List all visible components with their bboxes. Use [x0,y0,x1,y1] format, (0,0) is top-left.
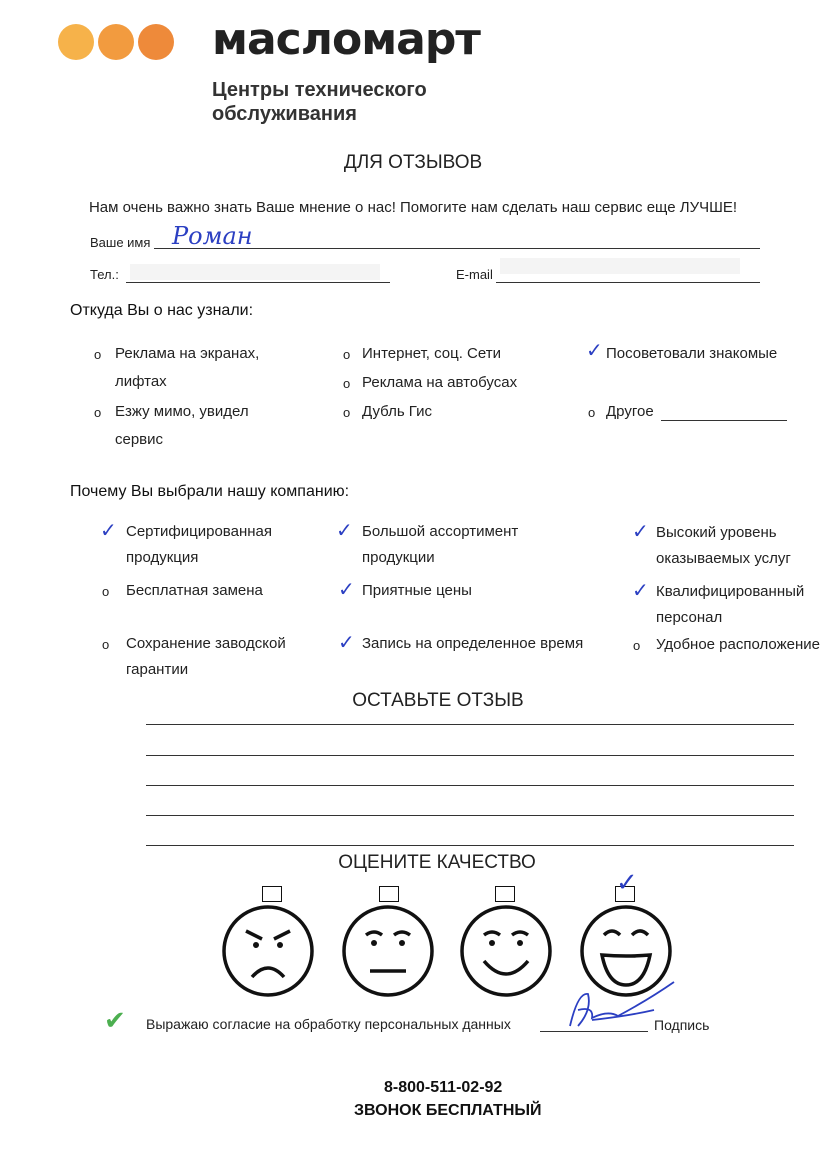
source-check-recommended[interactable]: ✓ [586,338,603,362]
angry-face-icon [224,907,312,995]
feedback-line-2[interactable] [146,755,794,756]
neutral-face-icon [344,907,432,995]
logo-dot-1 [58,24,94,60]
intro-text: Нам очень важно знать Ваше мнение о нас! Помогите нам сделать наш сервис еще ЛУЧШЕ! [88,199,738,216]
reason-radio-free-replacement[interactable]: o [102,584,110,599]
rating-checkbox-angry[interactable] [262,886,282,902]
source-radio-ads-screens[interactable]: o [94,347,102,362]
reason-check-prices[interactable]: ✓ [338,577,355,601]
reason-option-free-replacement: Бесплатная замена [126,582,263,599]
source-option-drive-by: Езжу мимо, увидел сервис [115,403,249,448]
rating-check-laugh: ✓ [616,868,638,898]
reasons-question: Почему Вы выбрали нашу компанию: [70,483,350,500]
reason-check-certified[interactable]: ✓ [100,518,117,542]
feedback-line-5[interactable] [146,845,794,846]
source-radio-internet[interactable]: o [343,347,351,362]
consent-text: Выражаю согласие на обработку персональных данных [146,1016,511,1032]
reason-radio-location[interactable]: o [633,638,641,653]
feedback-line-4[interactable] [146,815,794,816]
brand-subtitle: Центры технического обслуживания [212,79,427,125]
reason-check-appointment[interactable]: ✓ [338,630,355,654]
name-label: Ваше имя [90,235,151,250]
logo-dot-3 [138,24,174,60]
feedback-line-1[interactable] [146,724,794,725]
source-option-other: Другое [606,403,654,420]
reason-option-warranty: Сохранение заводской гарантии [126,635,286,678]
other-field[interactable] [661,420,787,421]
name-field[interactable]: Роман [172,222,253,250]
source-option-ads-screens: Реклама на экранах, лифтах [115,345,260,390]
phone-redacted [130,264,380,280]
brand-logo-text: масломарт [212,14,480,65]
reason-option-prices: Приятные цены [362,582,472,599]
reason-option-appointment: Запись на определенное время [362,635,584,652]
reason-check-service-level[interactable]: ✓ [632,519,649,543]
email-field[interactable] [496,282,760,283]
rating-checkbox-neutral[interactable] [379,886,399,902]
signature-label: Подпись [654,1017,710,1033]
footer-free-call: ЗВОНОК БЕСПЛАТНЫЙ [354,1102,542,1119]
reason-radio-warranty[interactable]: o [102,637,110,652]
source-radio-other[interactable]: o [588,405,596,420]
source-radio-2gis[interactable]: o [343,405,351,420]
page-title: ДЛЯ ОТЗЫВОВ [343,152,483,173]
phone-field[interactable] [126,282,390,283]
reason-check-assortment[interactable]: ✓ [336,518,353,542]
footer-phone: 8-800-511-02-92 [384,1079,503,1096]
reason-option-service-level: Высокий уровень оказываемых услуг [656,524,791,567]
source-radio-bus-ads[interactable]: o [343,376,351,391]
rating-title: ОЦЕНИТЕ КАЧЕСТВО [338,852,536,873]
reason-check-staff[interactable]: ✓ [632,578,649,602]
email-label: E-mail [456,267,493,282]
source-option-2gis: Дубль Гис [362,403,432,420]
source-option-recommended: Посоветовали знакомые [606,345,778,362]
smile-face-icon [462,907,550,995]
rating-checkbox-smile[interactable] [495,886,515,902]
logo-dot-2 [98,24,134,60]
feedback-title: ОСТАВЬТЕ ОТЗЫВ [352,690,524,711]
source-option-internet: Интернет, соц. Сети [362,345,501,362]
reason-option-assortment: Большой ассортимент продукции [362,523,519,566]
phone-label: Тел.: [90,267,119,282]
reason-option-staff: Квалифицированный персонал [656,583,805,626]
source-question: Откуда Вы о нас узнали: [70,302,254,319]
source-radio-drive-by[interactable]: o [94,405,102,420]
consent-check-icon[interactable]: ✔ [104,1006,126,1036]
reason-option-location: Удобное расположение [656,636,820,653]
feedback-line-3[interactable] [146,785,794,786]
email-redacted [500,258,740,274]
reason-option-certified: Сертифицированная продукция [126,523,272,566]
source-option-bus-ads: Реклама на автобусах [362,374,518,391]
